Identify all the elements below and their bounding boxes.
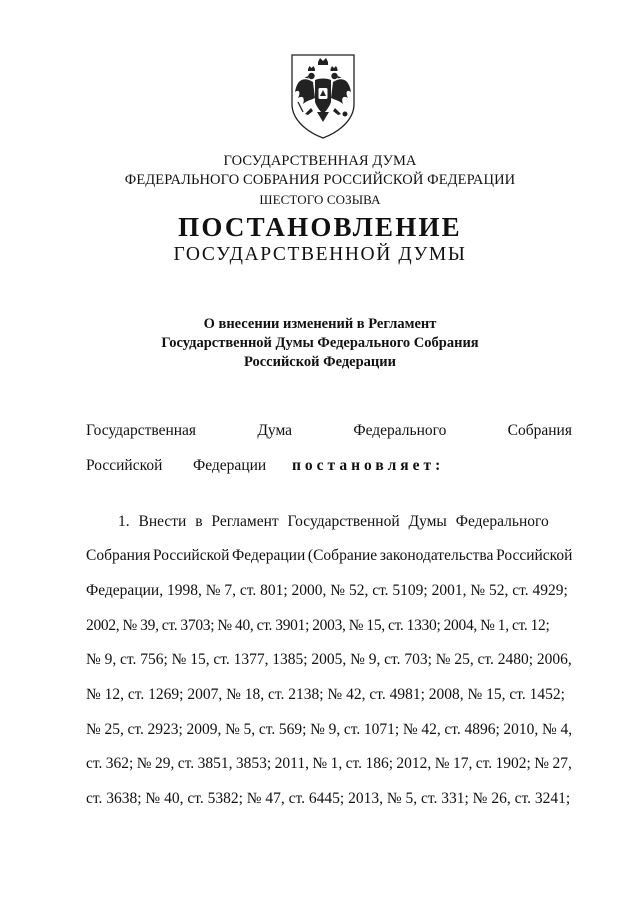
subject-line: Российской Федерации <box>243 354 396 370</box>
subject-line: О внесении изменений в Регламент <box>203 316 437 332</box>
preamble-word: Государственная <box>86 422 197 439</box>
preamble-word: Российской <box>86 457 163 474</box>
preamble-word: Собрания <box>507 422 572 439</box>
coat-of-arms-emblem <box>289 52 357 140</box>
organization-header <box>0 152 640 209</box>
preamble-word: Федерального <box>353 422 447 439</box>
body-line: 2002, № 39, ст. 3703; № 40, ст. 3901; 2003, № 15, ст. 1330; 2004, № 1, ст. 12; <box>86 617 550 634</box>
document-subject <box>0 315 640 372</box>
org-parliament-line: ФЕДЕРАЛЬНОГО СОБРАНИЯ РОССИЙСКОЙ ФЕДЕРАЦИИ <box>124 172 516 188</box>
body-line: № 9, ст. 756; № 15, ст. 1377, 1385; 2005, № 9, ст. 703; № 25, ст. 2480; 2006, <box>86 651 572 668</box>
body-line: № 12, ст. 1269; 2007, № 18, ст. 2138; № 42, ст. 4981; 2008, № 15, ст. 1452; <box>86 686 565 703</box>
preamble-word: Дума <box>257 422 293 439</box>
body-line: Федерации, 1998, № 7, ст. 801; 2000, № 52, ст. 5109; 2001, № 52, ст. 4929; <box>86 582 568 599</box>
body-line: Собрания Российской Федерации (Собрание законодательства Российской <box>86 547 573 564</box>
subject-line: Государственной Думы Федерального Собрания <box>161 335 479 351</box>
preamble-word: Федерации <box>193 457 267 474</box>
resolves-keyword: постановляет: <box>292 457 445 474</box>
document-type-title: ПОСТАНОВЛЕНИЕ <box>178 212 462 242</box>
body-line: ст. 362; № 29, ст. 3851, 3853; 2011, № 1, ст. 186; 2012, № 17, ст. 1902; № 27, <box>86 755 572 772</box>
body-line-text: 1. Внести в Регламент Государственной Думы Федерального <box>118 513 549 530</box>
body-line: № 25, ст. 2923; 2009, № 5, ст. 569; № 9, ст. 1071; № 42, ст. 4896; 2010, № 4, <box>86 721 573 738</box>
double-headed-eagle-icon <box>289 52 357 140</box>
preamble-line-2 <box>86 456 446 476</box>
org-convocation-line: ШЕСТОГО СОЗЫВА <box>259 192 381 207</box>
body-line: ст. 3638; № 40, ст. 5382; № 47, ст. 6445; 2013, № 5, ст. 331; № 26, ст. 3241; <box>86 790 571 807</box>
org-name-line: ГОСУДАРСТВЕННАЯ ДУМА <box>223 153 417 169</box>
document-type-subtitle: ГОСУДАРСТВЕННОЙ ДУМЫ <box>173 244 467 265</box>
body-line <box>118 512 572 532</box>
preamble-line-1 <box>86 421 572 441</box>
